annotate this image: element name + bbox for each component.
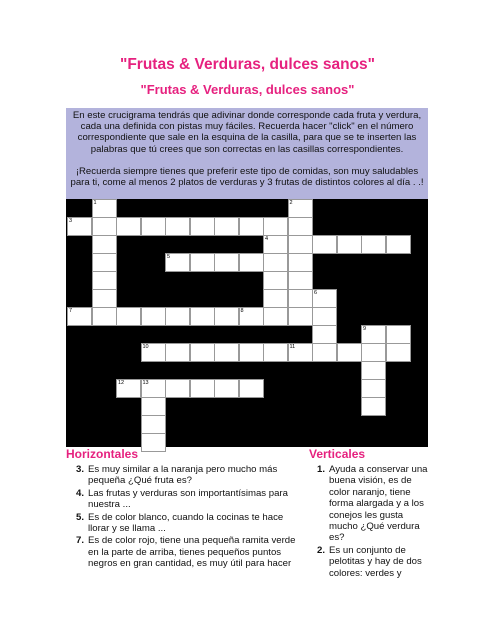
crossword-cell[interactable] <box>214 307 239 326</box>
clue-number: 5. <box>75 511 84 523</box>
cell-number[interactable]: 6 <box>314 290 318 296</box>
crossword-cell[interactable] <box>141 217 166 236</box>
crossword-cell[interactable] <box>312 307 337 326</box>
crossword-cell[interactable] <box>214 217 239 236</box>
crossword-cell[interactable] <box>92 271 117 290</box>
crossword-cell[interactable] <box>165 307 190 326</box>
crossword-cell[interactable] <box>288 307 313 326</box>
clue-item <box>309 464 433 544</box>
cell-number[interactable]: 3 <box>69 218 73 224</box>
clue-number: 3. <box>75 464 84 475</box>
crossword-cell[interactable] <box>116 307 141 326</box>
crossword-cell[interactable] <box>263 253 288 272</box>
crossword-cell[interactable] <box>141 397 166 416</box>
clue-number: 7. <box>75 535 84 547</box>
clue-text: Es un conjunto de pelotitas y hay de dos colores: verdes y <box>329 544 422 579</box>
clue-text: Ayuda a conservar una buena visión, es de color naranjo, tiene forma alargada y a los conejos les gusta mucho ¿Qué verdura es? <box>329 464 428 544</box>
cell-number[interactable]: 1 <box>93 200 97 206</box>
cell-number[interactable]: 9 <box>363 326 367 332</box>
crossword-cell[interactable] <box>288 289 313 308</box>
crossword-cell[interactable] <box>288 199 313 218</box>
cell-number[interactable]: 13 <box>142 380 149 386</box>
crossword-cell[interactable] <box>263 235 288 254</box>
crossword-cell[interactable] <box>165 343 190 362</box>
page-title: "Frutas & Verduras, dulces sanos" <box>119 56 376 73</box>
clue-text: Es de color blanco, cuando la cocinas te hace llorar y se llama ... <box>88 511 284 535</box>
crossword-cell[interactable] <box>386 343 411 362</box>
crossword-cell[interactable] <box>263 307 288 326</box>
crossword-cell[interactable] <box>92 307 117 326</box>
clue-text: Es muy similar a la naranja pero mucho más pequeña ¿Qué fruta es? <box>88 464 278 487</box>
clue-number: 2. <box>316 544 325 556</box>
clue-item <box>68 488 304 511</box>
verticales-heading: Verticales <box>309 447 366 461</box>
intro-box <box>66 108 428 200</box>
clue-item <box>68 512 304 535</box>
crossword-cell[interactable] <box>263 289 288 308</box>
crossword-cell[interactable] <box>141 307 166 326</box>
crossword-cell[interactable] <box>92 199 117 218</box>
cell-number[interactable]: 12 <box>118 380 125 386</box>
crossword-cell[interactable] <box>116 379 141 398</box>
crossword-cell[interactable] <box>288 343 313 362</box>
crossword-cell[interactable] <box>263 217 288 236</box>
clue-number: 1. <box>316 464 325 475</box>
cell-number[interactable]: 10 <box>142 344 149 350</box>
crossword-cell[interactable] <box>67 217 92 236</box>
crossword-cell[interactable] <box>92 289 117 308</box>
crossword-cell[interactable] <box>263 343 288 362</box>
intro-paragraph: En este crucigrama tendrás que adivinar donde corresponde cada fruta y verdura, cada una definida con pistas muy fáciles. Recuerda hacer "click" en el número correspondiente que sale en la esquina de la casilla, para que se te inserten las palabras que tú crees que son correctas en las casillas correspondientes. <box>72 110 422 155</box>
clue-text: Las frutas y verduras son importantísimas para nuestra ... <box>88 487 288 511</box>
crossword-cell[interactable] <box>288 217 313 236</box>
crossword-cell[interactable] <box>141 343 166 362</box>
crossword-cell[interactable] <box>67 307 92 326</box>
crossword-cell[interactable] <box>141 379 166 398</box>
crossword-cell[interactable] <box>239 307 264 326</box>
crossword-cell[interactable] <box>165 253 190 272</box>
crossword-cell[interactable] <box>337 235 362 254</box>
crossword-cell[interactable] <box>165 217 190 236</box>
crossword-cell[interactable] <box>361 361 386 380</box>
crossword-cell[interactable] <box>214 343 239 362</box>
horizontales-clues <box>68 464 304 571</box>
clue-item <box>68 464 304 487</box>
crossword-cell[interactable] <box>361 235 386 254</box>
crossword-cell[interactable] <box>214 379 239 398</box>
crossword-cell[interactable] <box>116 217 141 236</box>
crossword-cell[interactable] <box>190 343 215 362</box>
crossword-cell[interactable] <box>92 235 117 254</box>
crossword-cell[interactable] <box>312 289 337 308</box>
crossword-cell[interactable] <box>312 325 337 344</box>
clue-item <box>309 545 433 579</box>
cell-number[interactable]: 2 <box>289 200 293 206</box>
crossword-cell[interactable] <box>386 325 411 344</box>
crossword-cell[interactable] <box>361 325 386 344</box>
crossword-cell[interactable] <box>190 307 215 326</box>
crossword-cell[interactable] <box>92 253 117 272</box>
crossword-cell[interactable] <box>239 217 264 236</box>
page-subtitle: "Frutas & Verduras, dulces sanos" <box>140 82 355 97</box>
crossword-cell[interactable] <box>141 433 166 452</box>
cell-number[interactable]: 8 <box>240 308 244 314</box>
verticales-clues <box>309 464 433 580</box>
crossword-grid <box>66 199 428 447</box>
cell-number[interactable]: 5 <box>167 254 171 260</box>
crossword-cell[interactable] <box>190 379 215 398</box>
intro-reminder: ¡Recuerda siempre tienes que preferir este tipo de comidas, son muy saludables para ti, come al menos 2 platos de verduras y 3 frutas de distintos colores al día . .! <box>70 165 424 189</box>
horizontales-heading: Horizontales <box>66 447 139 461</box>
crossword-cell[interactable] <box>312 343 337 362</box>
crossword-cell[interactable] <box>141 415 166 434</box>
cell-number[interactable]: 7 <box>69 308 73 314</box>
cell-number[interactable]: 11 <box>289 344 296 350</box>
crossword-cell[interactable] <box>239 343 264 362</box>
crossword-cell[interactable] <box>386 235 411 254</box>
crossword-cell[interactable] <box>312 235 337 254</box>
crossword-cell[interactable] <box>288 235 313 254</box>
crossword-cell[interactable] <box>263 271 288 290</box>
crossword-cell[interactable] <box>239 253 264 272</box>
crossword-cell[interactable] <box>337 343 362 362</box>
crossword-cell[interactable] <box>190 253 215 272</box>
cell-number[interactable]: 4 <box>265 236 269 242</box>
crossword-cell[interactable] <box>190 217 215 236</box>
crossword-cell[interactable] <box>361 397 386 416</box>
crossword-cell[interactable] <box>239 379 264 398</box>
crossword-cell[interactable] <box>361 343 386 362</box>
crossword-cell[interactable] <box>361 379 386 398</box>
clue-item <box>68 535 304 569</box>
crossword-cell[interactable] <box>288 253 313 272</box>
crossword-cell[interactable] <box>288 271 313 290</box>
crossword-cell[interactable] <box>165 379 190 398</box>
crossword-cell[interactable] <box>214 253 239 272</box>
crossword-cell[interactable] <box>92 217 117 236</box>
clue-number: 4. <box>75 487 84 499</box>
clue-text: Es de color rojo, tiene una pequeña ramita verde en la parte de arriba, tienes pequeños puntos negros en gran cantidad, es muy útil para hacer <box>88 535 296 570</box>
